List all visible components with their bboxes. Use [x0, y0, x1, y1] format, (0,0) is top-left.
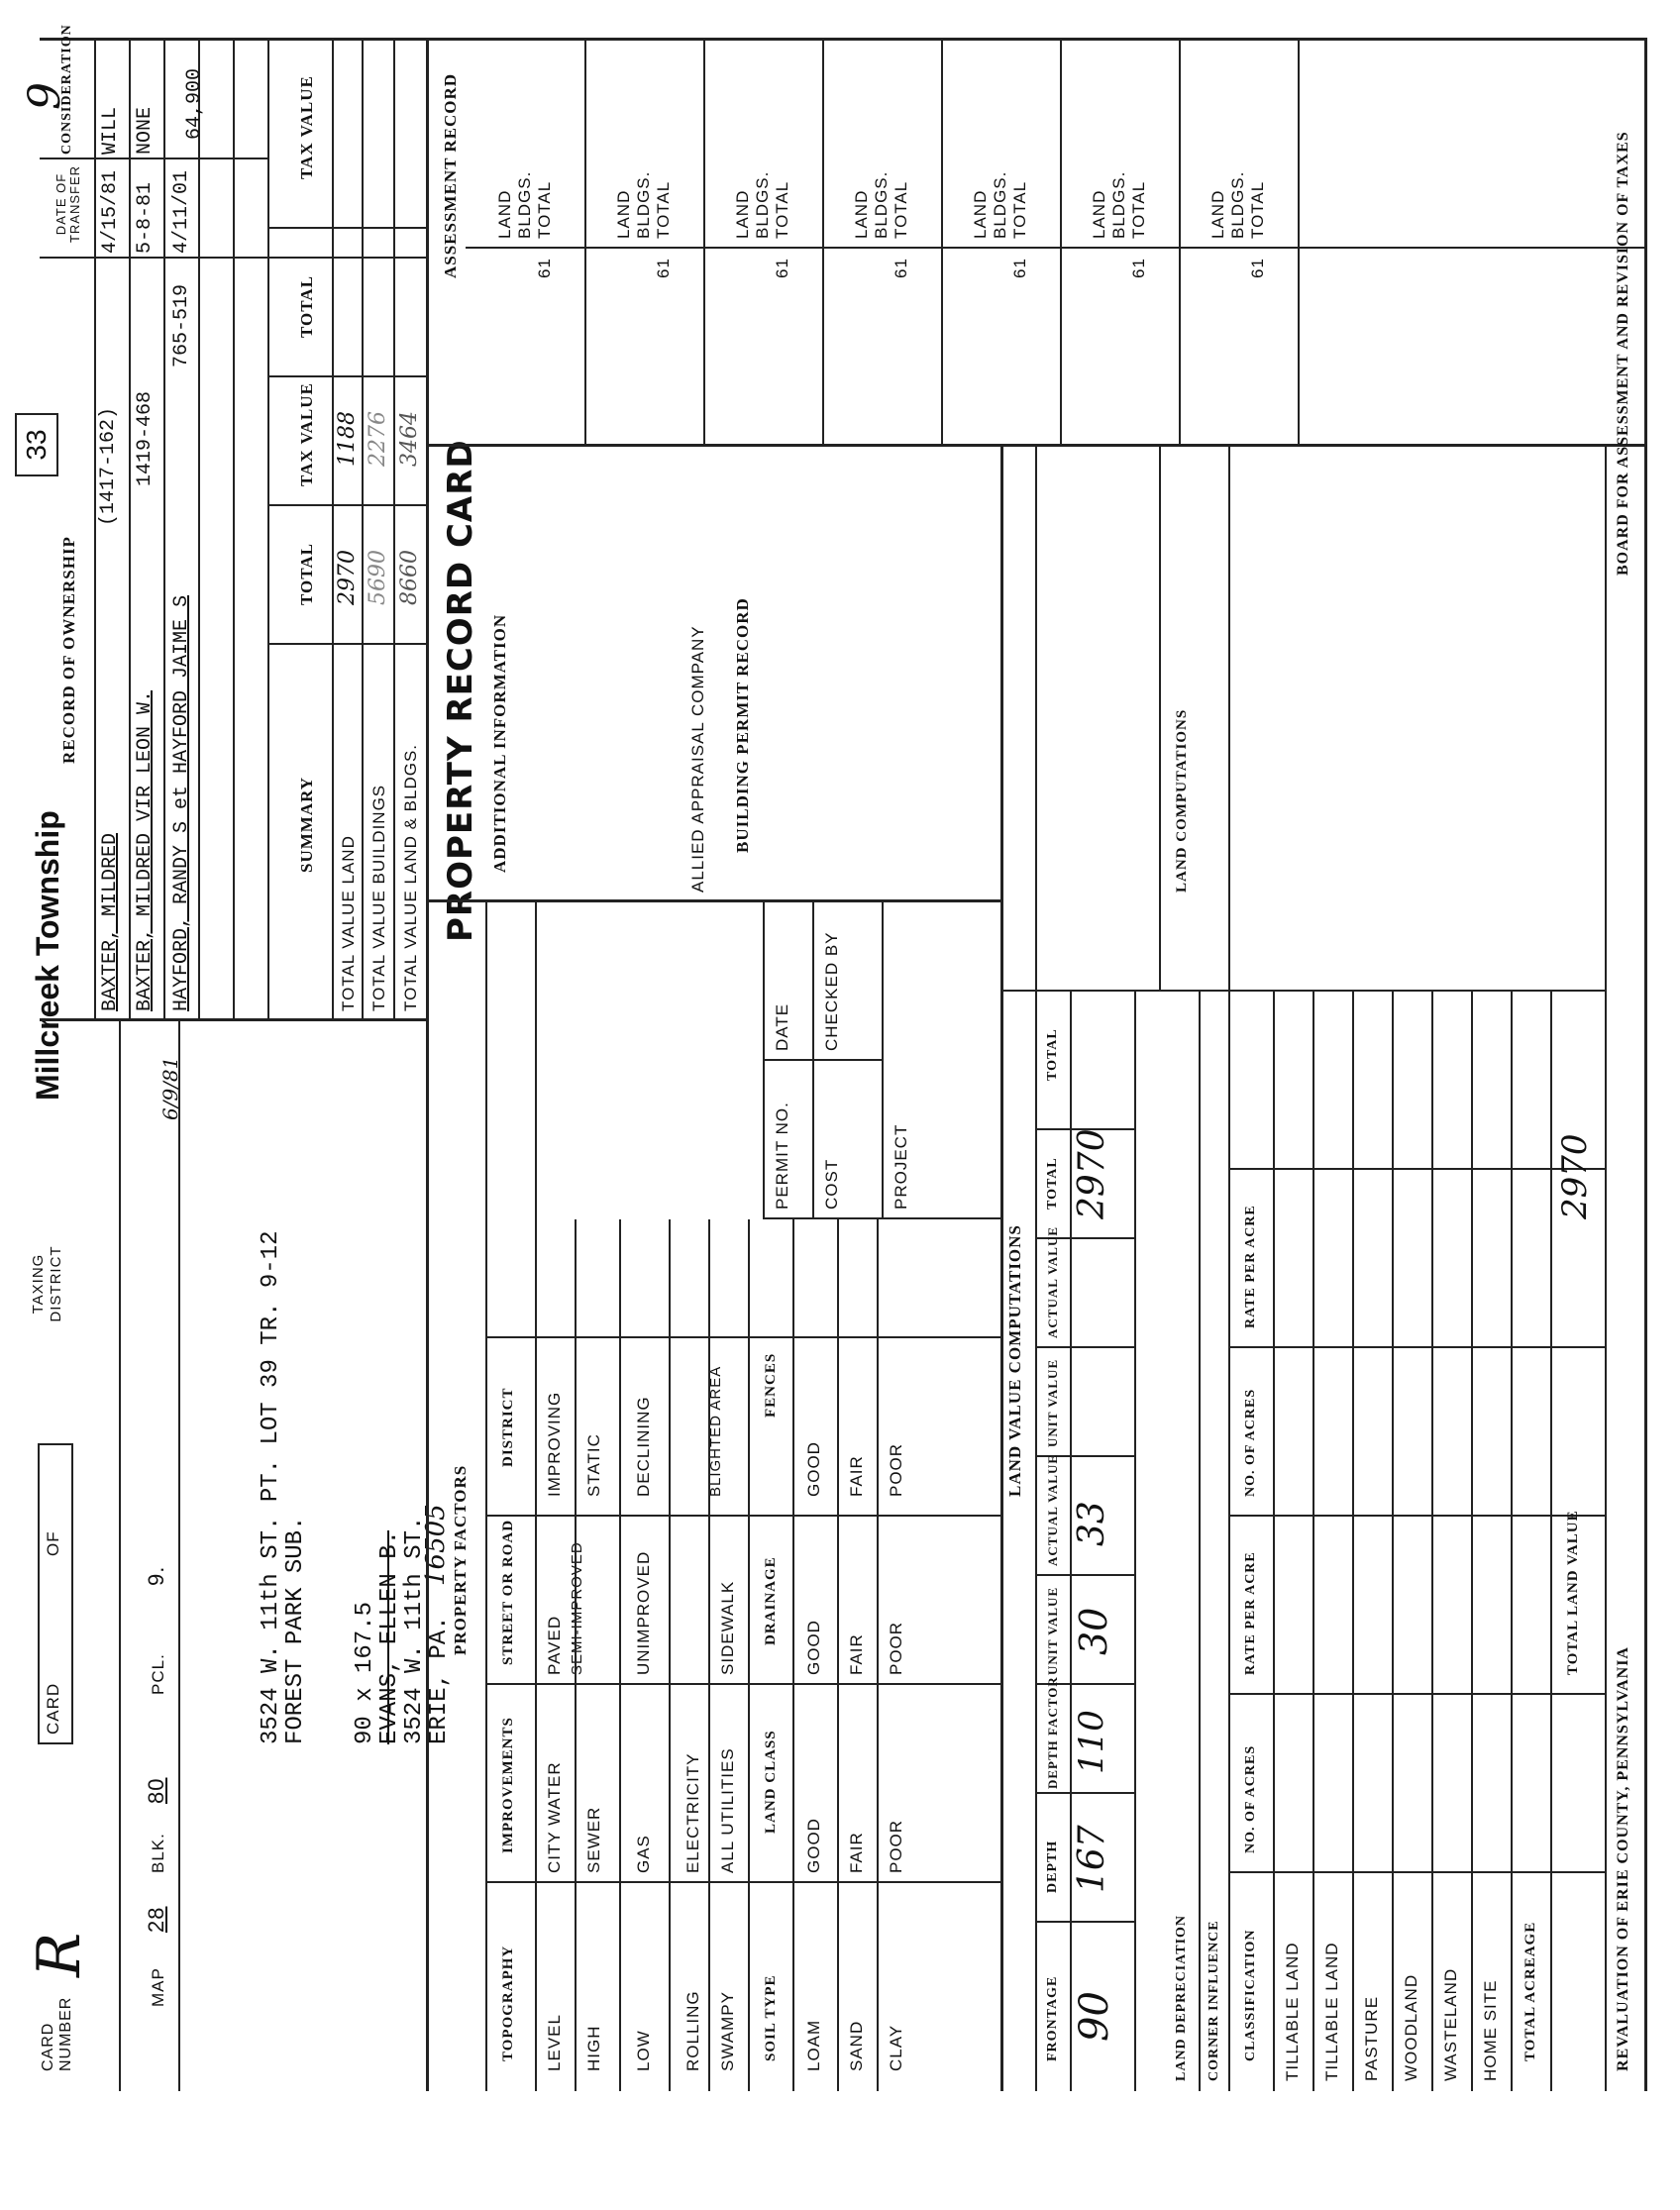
pcl-value: 9.	[144, 1565, 168, 1586]
class-wasteland: WASTELAND	[1441, 1967, 1460, 2081]
assessment-land-2: LAND	[614, 189, 633, 239]
district-header: DISTRICT	[500, 1387, 516, 1467]
box-number: 33	[15, 413, 58, 476]
lc-fair: FAIR	[847, 1832, 866, 1873]
lc-good: GOOD	[804, 1818, 823, 1873]
corner-number: 9	[20, 82, 70, 110]
district-declining: DECLINING	[634, 1396, 653, 1497]
lv-actual-value-2: ACTUAL VALUE	[1045, 1225, 1060, 1338]
lv-total: TOTAL	[1045, 1157, 1060, 1210]
assessment-bldgs-4: BLDGS.	[872, 170, 891, 239]
assessment-bldgs-2: BLDGS.	[634, 170, 653, 239]
permit-cost: COST	[822, 1158, 841, 1210]
owner-address1: 3524 W. 11th ST.	[401, 1516, 428, 1744]
map-label: MAP	[149, 1967, 167, 2007]
assessment-land-4: LAND	[852, 189, 871, 239]
card-label: CARD	[44, 1682, 62, 1735]
factors-title: PROPERTY FACTORS	[451, 1464, 470, 1655]
date-note: 6/9/81	[158, 1056, 182, 1120]
appraisal-company: ALLIED APPRAISAL COMPANY	[688, 625, 707, 893]
lv-row-factor: 110	[1072, 1710, 1111, 1774]
district-improving: IMPROVING	[545, 1391, 564, 1497]
consideration-2: NONE	[134, 106, 157, 155]
lv-row-unit: 30	[1072, 1607, 1115, 1655]
topography-header: TOPOGRAPHY	[500, 1945, 516, 2061]
district-static: STATIC	[584, 1433, 603, 1497]
summary-total-header: TOTAL	[297, 543, 316, 605]
street-paved: PAVED	[545, 1615, 564, 1675]
soil-sand: SAND	[847, 2020, 866, 2071]
assessment-land-6: LAND	[1090, 189, 1108, 239]
date-transfer-header: DATE OF TRANSFER	[53, 164, 82, 244]
assessment-land-1: LAND	[495, 189, 514, 239]
lv-row-depth: 167	[1072, 1825, 1112, 1893]
assessment-bldgs-5: BLDGS.	[991, 170, 1009, 239]
summary-tax-all: 3464	[397, 411, 422, 467]
footer-right: BOARD FOR ASSESSMENT AND REVISION OF TAXES	[1615, 131, 1631, 576]
address-line1: 3524 W. 11th ST. PT. LOT 39 TR. 9-12	[258, 1230, 284, 1744]
assessment-total-1: TOTAL	[535, 180, 554, 239]
taxing-district-label: TAXING DISTRICT	[30, 1245, 64, 1322]
card-number-label: CARD NUMBER	[40, 1996, 74, 2071]
fences-header: FENCES	[763, 1352, 779, 1418]
consideration-header: CONSIDERATION	[59, 24, 74, 155]
lv-depth-factor: DEPTH FACTOR	[1045, 1676, 1060, 1789]
consideration-1: WILL	[99, 106, 122, 155]
lv-row-total: 2970	[1072, 1128, 1112, 1219]
owner-address2: ERIE, PA.	[426, 1616, 453, 1744]
summary-title: SUMMARY	[297, 776, 316, 873]
street-semi: SEMI-IMPROVED	[569, 1541, 585, 1675]
lc-poor: POOR	[887, 1819, 905, 1873]
dimensions: 90 x 167.5	[352, 1601, 378, 1744]
summary-total-all: 8660	[397, 550, 422, 605]
deed-3: 765-519	[170, 283, 193, 368]
permit-checked: CHECKED BY	[822, 931, 841, 1051]
fe-good: GOOD	[804, 1441, 823, 1497]
land-depreciation: LAND DEPRECIATION	[1174, 1914, 1189, 2081]
card-number-value: R	[25, 1932, 94, 1977]
assessment-year-6: 61	[1129, 258, 1148, 278]
dr-poor: POOR	[887, 1621, 905, 1675]
assessment-year-1: 61	[535, 258, 554, 278]
dr-good: GOOD	[804, 1620, 823, 1675]
fe-poor: POOR	[887, 1442, 905, 1497]
street-header: STREET OR ROAD	[500, 1519, 516, 1665]
summary-total-land: 2970	[335, 550, 360, 605]
permit-project: PROJECT	[892, 1123, 910, 1210]
acre-classification: CLASSIFICATION	[1243, 1929, 1258, 2061]
consideration-3: 64,900	[183, 67, 206, 140]
assessment-title: ASSESSMENT RECORD	[441, 72, 460, 278]
drainage-header: DRAINAGE	[763, 1556, 779, 1645]
assessment-year-5: 61	[1010, 258, 1029, 278]
lv-depth: DEPTH	[1045, 1840, 1060, 1893]
assessment-land-5: LAND	[971, 189, 990, 239]
assessment-total-7: TOTAL	[1248, 180, 1267, 239]
land-computations: LAND COMPUTATIONS	[1174, 708, 1190, 893]
of-label: OF	[44, 1530, 62, 1556]
acre-rate-1: RATE PER ACRE	[1243, 1551, 1258, 1675]
deed-1: (1417-162)	[97, 406, 120, 526]
summary-tax-bldgs: 2276	[366, 411, 390, 467]
township-title: Millcreek Township	[30, 810, 65, 1101]
improvements-header: IMPROVEMENTS	[500, 1717, 516, 1853]
lv-total-2: TOTAL	[1045, 1028, 1060, 1081]
summary-tax-header: TAX VALUE	[297, 382, 316, 486]
summary-total-bldgs: 5690	[366, 550, 390, 605]
class-pasture: PASTURE	[1362, 1995, 1381, 2081]
soil-header: SOIL TYPE	[763, 1974, 779, 2061]
topo-rolling: ROLLING	[683, 1990, 702, 2071]
assessment-year-4: 61	[892, 258, 910, 278]
impr-all: ALL UTILITIES	[718, 1747, 737, 1873]
class-tillable-1: TILLABLE LAND	[1283, 1942, 1302, 2081]
assessment-land-7: LAND	[1208, 189, 1227, 239]
footer-left: REVALUATION OF ERIE COUNTY, PENNSYLVANIA	[1615, 1646, 1631, 2071]
assessment-bldgs-6: BLDGS.	[1109, 170, 1128, 239]
owner-2: BAXTER, MILDRED VIR LEON W.	[134, 689, 157, 1011]
street-unimproved: UNIMPROVED	[634, 1550, 653, 1675]
corner-influence: CORNER INFLUENCE	[1207, 1920, 1221, 2081]
right-tax-header: TAX VALUE	[297, 75, 316, 179]
soil-clay: CLAY	[887, 2024, 905, 2071]
class-woodland: WOODLAND	[1402, 1973, 1420, 2081]
assessment-total-4: TOTAL	[892, 180, 910, 239]
acre-no-1: NO. OF ACRES	[1243, 1744, 1258, 1853]
assessment-bldgs-1: BLDGS.	[515, 170, 534, 239]
landclass-header: LAND CLASS	[763, 1730, 779, 1834]
summary-label-land: TOTAL VALUE LAND	[339, 835, 358, 1011]
impr-gas: GAS	[634, 1835, 653, 1873]
class-tillable-2: TILLABLE LAND	[1322, 1942, 1341, 2081]
topo-high: HIGH	[584, 2025, 603, 2071]
assessment-year-3: 61	[773, 258, 791, 278]
assessment-land-3: LAND	[733, 189, 752, 239]
card-title: PROPERTY RECORD CARD	[441, 439, 480, 942]
summary-tax-land: 1188	[335, 411, 360, 467]
acre-no-2: NO. OF ACRES	[1243, 1388, 1258, 1497]
permit-no: PERMIT NO.	[773, 1102, 791, 1210]
topo-level: LEVEL	[545, 2014, 564, 2071]
deed-2: 1419-468	[134, 390, 157, 486]
lv-row-frontage: 90	[1072, 1991, 1117, 2042]
right-total-header: TOTAL	[297, 275, 316, 338]
owner-3: HAYFORD, RANDY S et HAYFORD JAIME S	[170, 594, 193, 1011]
blk-value: 80	[144, 1777, 168, 1804]
lv-row-actual: 33	[1072, 1501, 1112, 1546]
soil-loam: LOAM	[804, 2019, 823, 2071]
owner-1: BAXTER, MILDRED	[99, 832, 122, 1011]
ownership-title: RECORD OF OWNERSHIP	[59, 536, 78, 764]
additional-info: ADDITIONAL INFORMATION	[490, 613, 509, 873]
assessment-total-2: TOTAL	[654, 180, 673, 239]
assessment-total-5: TOTAL	[1010, 180, 1029, 239]
summary-label-bldgs: TOTAL VALUE BUILDINGS	[369, 784, 388, 1011]
summary-label-all: TOTAL VALUE LAND & BLDGS.	[401, 743, 420, 1011]
lv-frontage: FRONTAGE	[1045, 1975, 1060, 2061]
land-value-title: LAND VALUE COMPUTATIONS	[1005, 1224, 1024, 1497]
date-3: 4/11/01	[170, 169, 193, 254]
old-owner: EVANS, ELLEN B.	[376, 1529, 403, 1744]
class-homesite: HOME SITE	[1481, 1979, 1500, 2081]
date-2: 5-8-81	[134, 181, 157, 254]
impr-sewer: SEWER	[584, 1806, 603, 1873]
dr-fair: FAIR	[847, 1633, 866, 1675]
assessment-year-7: 61	[1248, 258, 1267, 278]
street-sidewalk: SIDEWALK	[718, 1580, 737, 1675]
lv-actual-value: ACTUAL VALUE	[1045, 1453, 1060, 1566]
impr-water: CITY WATER	[545, 1761, 564, 1873]
total-acreage: TOTAL ACREAGE	[1522, 1921, 1538, 2061]
lv-unit-value: UNIT VALUE	[1045, 1586, 1060, 1675]
assessment-total-6: TOTAL	[1129, 180, 1148, 239]
pcl-label: PCL.	[149, 1653, 167, 1695]
assessment-total-3: TOTAL	[773, 180, 791, 239]
assessment-bldgs-3: BLDGS.	[753, 170, 772, 239]
permit-date: DATE	[773, 1002, 791, 1051]
assessment-year-2: 61	[654, 258, 673, 278]
total-land-value-amount: 2970	[1555, 1133, 1595, 1219]
address-line2: FOREST PARK SUB.	[282, 1516, 309, 1744]
topo-low: LOW	[634, 2030, 653, 2071]
acre-rate-2: RATE PER ACRE	[1243, 1205, 1258, 1328]
impr-electricity: ELECTRICITY	[683, 1752, 702, 1873]
topo-swampy: SWAMPY	[718, 1991, 737, 2071]
total-land-value: TOTAL LAND VALUE	[1565, 1510, 1581, 1675]
permit-title: BUILDING PERMIT RECORD	[733, 597, 752, 853]
blk-label: BLK.	[149, 1833, 167, 1873]
date-1: 4/15/81	[99, 169, 122, 254]
map-value: 28	[144, 1906, 168, 1933]
zip-handwritten: 16505	[421, 1504, 451, 1586]
assessment-bldgs-7: BLDGS.	[1228, 170, 1247, 239]
lv-unit-value-2: UNIT VALUE	[1045, 1358, 1060, 1447]
fe-fair: FAIR	[847, 1455, 866, 1497]
district-blighted: BLIGHTED AREA	[707, 1365, 724, 1497]
